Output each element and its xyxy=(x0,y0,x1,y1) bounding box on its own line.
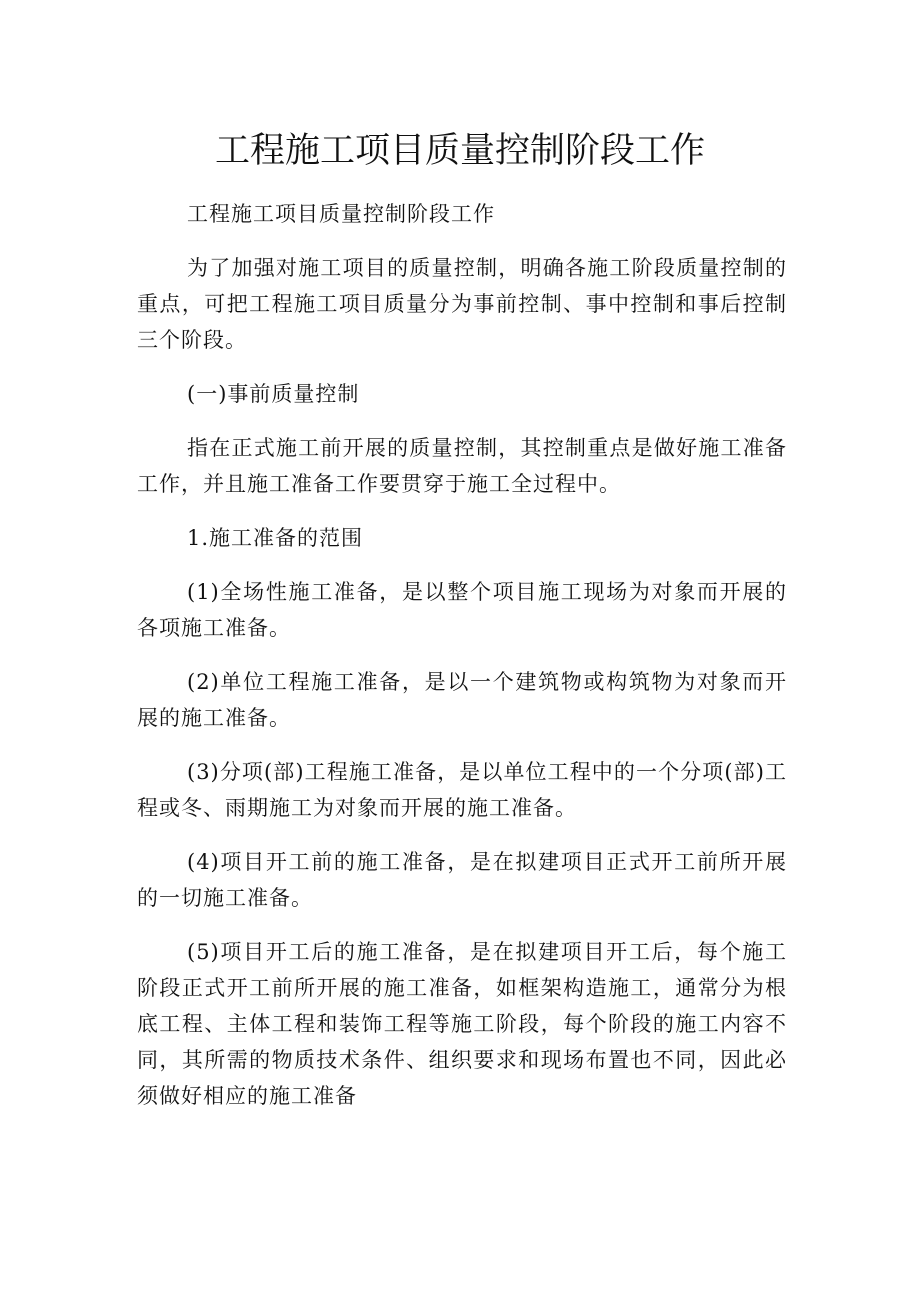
paragraph-intro: 为了加强对施工项目的质量控制，明确各施工阶段质量控制的重点，可把工程施工项目质量分为事前控制、事中控制和事后控制三个阶段。 xyxy=(137,256,787,352)
section-heading-pre-control: (一)事前质量控制 xyxy=(187,382,360,406)
paragraph-pre-control-definition: 指在正式施工前开展的质量控制，其控制重点是做好施工准备工作，并且施工准备工作要贯穿于施工全过程中。 xyxy=(137,436,787,496)
paragraph-subtitle: 工程施工项目质量控制阶段工作 xyxy=(187,202,495,226)
document-title: 工程施工项目质量控制阶段工作 xyxy=(214,131,705,171)
list-item-post-start-preparation: (5)项目开工后的施工准备，是在拟建项目开工后，每个施工阶段正式开工前所开展的施工准备，如框架构造施工，通常分为根底工程、主体工程和装饰工程等施工阶段，每个阶段的施工内容不同，其所需的物质技术条件、组织要求和现场布置也不同，因此必须做好相应的施工准备 xyxy=(137,940,787,1108)
list-item-site-wide-preparation: (1)全场性施工准备，是以整个项目施工现场为对象而开展的各项施工准备。 xyxy=(137,580,787,640)
list-item-unit-project-preparation: (2)单位工程施工准备，是以一个建筑物或构筑物为对象而开展的施工准备。 xyxy=(137,670,787,730)
document-body xyxy=(137,196,787,1132)
list-item-pre-start-preparation: (4)项目开工前的施工准备，是在拟建项目正式开工前所开展的一切施工准备。 xyxy=(137,850,787,910)
subsection-heading-scope: 1.施工准备的范围 xyxy=(187,526,364,550)
list-item-sub-item-preparation: (3)分项(部)工程施工准备，是以单位工程中的一个分项(部)工程或冬、雨期施工为对象而开展的施工准备。 xyxy=(137,760,787,820)
